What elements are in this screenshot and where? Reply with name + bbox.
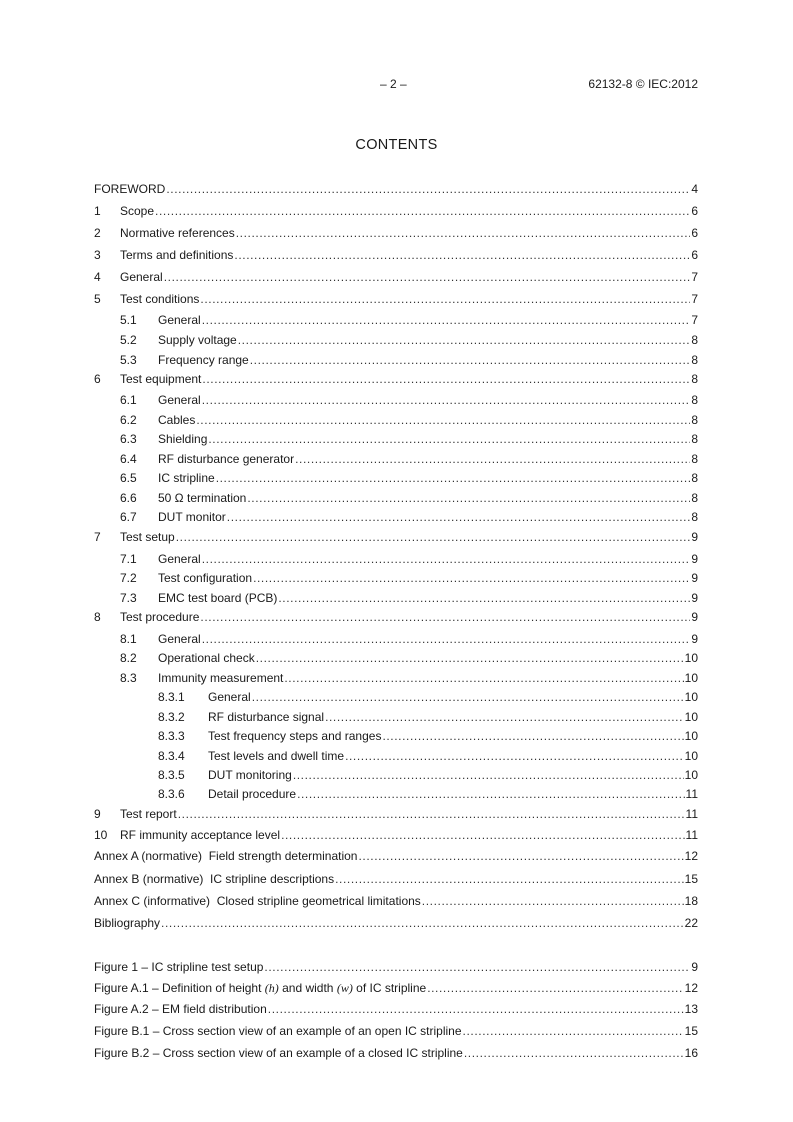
toc-entry-annex-a[interactable] bbox=[94, 849, 698, 864]
toc-page-number: 9 bbox=[691, 530, 698, 544]
toc-page-number: 9 bbox=[691, 610, 698, 624]
leader-dots bbox=[252, 690, 684, 705]
section-number: 7.3 bbox=[120, 591, 137, 605]
toc-entry-title: Cables bbox=[158, 413, 196, 427]
leader-dots bbox=[216, 471, 691, 486]
toc-page-number: 8 bbox=[691, 432, 698, 446]
leader-dots bbox=[236, 226, 691, 241]
toc-entry[interactable] bbox=[94, 313, 698, 328]
leader-dots bbox=[358, 849, 683, 864]
toc-entry[interactable] bbox=[94, 530, 698, 545]
figure-title: Figure A.2 – EM field distribution bbox=[94, 1002, 267, 1016]
toc-entry[interactable] bbox=[94, 610, 698, 625]
toc-page-number: 10 bbox=[684, 749, 698, 763]
toc-entry[interactable] bbox=[94, 333, 698, 348]
leader-dots bbox=[422, 894, 684, 909]
toc-page-number: 8 bbox=[691, 471, 698, 485]
leader-dots bbox=[161, 916, 684, 931]
toc-entry-title: Test levels and dwell time bbox=[208, 749, 345, 763]
toc-entry-title: Annex A (normative) Field strength determination bbox=[94, 849, 358, 863]
section-number: 10 bbox=[94, 828, 108, 842]
toc-entry-title: General bbox=[158, 393, 201, 407]
section-number: 8.3.6 bbox=[158, 787, 185, 801]
toc-entry-title: DUT monitor bbox=[158, 510, 226, 524]
figure-page-number: 15 bbox=[684, 1024, 698, 1038]
toc-page-number: 6 bbox=[691, 248, 698, 262]
section-number: 8.3.2 bbox=[158, 710, 185, 724]
page-number: – 2 – bbox=[380, 77, 407, 91]
figure-title: Figure 1 – IC stripline test setup bbox=[94, 960, 264, 974]
toc-page-number: 10 bbox=[684, 671, 698, 685]
height-variable: (h) bbox=[264, 981, 279, 995]
toc-page-number: 10 bbox=[684, 651, 698, 665]
toc-entry[interactable] bbox=[94, 591, 698, 606]
leader-dots bbox=[164, 270, 691, 285]
toc-page-number: 8 bbox=[691, 372, 698, 386]
section-number: 6 bbox=[94, 372, 101, 386]
toc-entry[interactable] bbox=[94, 552, 698, 567]
toc-entry[interactable] bbox=[94, 690, 698, 705]
figure-entry[interactable] bbox=[94, 1046, 698, 1061]
leader-dots bbox=[295, 452, 690, 467]
toc-page-number: 22 bbox=[684, 916, 698, 930]
section-number: 8 bbox=[94, 610, 101, 624]
figure-page-number: 16 bbox=[684, 1046, 698, 1060]
figure-title: Figure B.2 – Cross section view of an example of a closed IC stripline bbox=[94, 1046, 463, 1060]
toc-entry[interactable] bbox=[94, 828, 698, 843]
toc-entry[interactable] bbox=[94, 452, 698, 467]
toc-entry[interactable] bbox=[94, 204, 698, 219]
toc-entry-title: Test setup bbox=[120, 530, 175, 544]
leader-dots bbox=[208, 432, 690, 447]
toc-entry[interactable] bbox=[94, 768, 698, 783]
figure-page-number: 9 bbox=[691, 960, 698, 974]
toc-entry[interactable] bbox=[94, 353, 698, 368]
leader-dots bbox=[278, 591, 690, 606]
toc-page-number: 10 bbox=[684, 768, 698, 782]
section-number: 6.1 bbox=[120, 393, 137, 407]
toc-page-number: 10 bbox=[684, 690, 698, 704]
leader-dots bbox=[178, 807, 685, 822]
toc-entry[interactable] bbox=[94, 491, 698, 506]
leader-dots bbox=[155, 204, 690, 219]
leader-dots bbox=[202, 393, 691, 408]
section-number: 8.3 bbox=[120, 671, 137, 685]
figure-entry[interactable] bbox=[94, 981, 698, 996]
leader-dots bbox=[238, 333, 691, 348]
toc-page-number: 6 bbox=[691, 226, 698, 240]
leader-dots bbox=[196, 413, 690, 428]
toc-entry-title: Shielding bbox=[158, 432, 208, 446]
figure-page-number: 13 bbox=[684, 1002, 698, 1016]
toc-page-number: 10 bbox=[684, 710, 698, 724]
section-number: 8.1 bbox=[120, 632, 137, 646]
leader-dots bbox=[427, 981, 683, 996]
toc-entry[interactable] bbox=[94, 729, 698, 744]
toc-page-number: 11 bbox=[685, 787, 698, 801]
toc-entry-title: Test procedure bbox=[120, 610, 200, 624]
toc-entry-title: RF disturbance signal bbox=[208, 710, 325, 724]
toc-entry[interactable] bbox=[94, 226, 698, 241]
figure-title-part: Figure A.1 – Definition of height bbox=[94, 981, 265, 995]
figure-title-part: and width bbox=[278, 981, 337, 995]
toc-entry-title: General bbox=[120, 270, 163, 284]
leader-dots bbox=[297, 787, 684, 802]
section-number: 7 bbox=[94, 530, 101, 544]
toc-entry[interactable] bbox=[94, 710, 698, 725]
toc-page-number: 7 bbox=[691, 292, 698, 306]
toc-entry-title: IC stripline bbox=[158, 471, 215, 485]
figure-page-number: 12 bbox=[684, 981, 698, 995]
toc-page-number: 8 bbox=[691, 353, 698, 367]
section-number: 6.5 bbox=[120, 471, 137, 485]
leader-dots bbox=[202, 372, 690, 387]
leader-dots bbox=[264, 960, 690, 975]
toc-entry-title: 50 Ω termination bbox=[158, 491, 247, 505]
toc-page-number: 8 bbox=[691, 491, 698, 505]
toc-page-number: 9 bbox=[691, 552, 698, 566]
toc-page-number: 9 bbox=[691, 632, 698, 646]
figure-entry[interactable] bbox=[94, 960, 698, 975]
toc-entry[interactable] bbox=[94, 393, 698, 408]
leader-dots bbox=[227, 510, 691, 525]
leader-dots bbox=[345, 749, 684, 764]
section-number: 6.6 bbox=[120, 491, 137, 505]
toc-entry-annex-c[interactable] bbox=[94, 894, 698, 909]
toc-entry-title: Frequency range bbox=[158, 353, 249, 367]
toc-entry-title: General bbox=[208, 690, 251, 704]
toc-entry-bibliography[interactable] bbox=[94, 916, 698, 931]
toc-entry-title: General bbox=[158, 313, 201, 327]
toc-page-number: 8 bbox=[691, 393, 698, 407]
toc-entry-title: Test configuration bbox=[158, 571, 253, 585]
toc-entry-title: Immunity measurement bbox=[158, 671, 284, 685]
leader-dots bbox=[464, 1046, 684, 1061]
section-number: 4 bbox=[94, 270, 101, 284]
toc-entry-title: Terms and definitions bbox=[120, 248, 234, 262]
leader-dots bbox=[293, 768, 684, 783]
leader-dots bbox=[281, 828, 684, 843]
section-number: 8.2 bbox=[120, 651, 137, 665]
leader-dots bbox=[256, 651, 684, 666]
toc-entry-title: Supply voltage bbox=[158, 333, 237, 347]
toc-entry-annex-b[interactable] bbox=[94, 872, 698, 887]
toc-entry[interactable] bbox=[94, 632, 698, 647]
section-number: 8.3.1 bbox=[158, 690, 185, 704]
section-number: 7.1 bbox=[120, 552, 137, 566]
toc-page-number: 15 bbox=[684, 872, 698, 886]
toc-entry[interactable] bbox=[94, 671, 698, 686]
toc-page-number: 8 bbox=[691, 333, 698, 347]
toc-entry-title: Test equipment bbox=[120, 372, 202, 386]
leader-dots bbox=[335, 872, 684, 887]
toc-entry-title: Normative references bbox=[120, 226, 235, 240]
toc-entry-title: RF immunity acceptance level bbox=[120, 828, 281, 842]
toc-page-number: 10 bbox=[684, 729, 698, 743]
toc-page-number: 7 bbox=[691, 313, 698, 327]
toc-entry-title: FOREWORD bbox=[94, 182, 166, 196]
toc-page-number: 8 bbox=[691, 452, 698, 466]
leader-dots bbox=[463, 1024, 684, 1039]
section-number: 7.2 bbox=[120, 571, 137, 585]
figure-title: Figure B.1 – Cross section view of an example of an open IC stripline bbox=[94, 1024, 462, 1038]
figure-title-part: of IC stripline bbox=[352, 981, 427, 995]
figure-title bbox=[94, 981, 426, 996]
toc-entry-title: Test conditions bbox=[120, 292, 200, 306]
figure-entry[interactable] bbox=[94, 1002, 698, 1017]
leader-dots bbox=[202, 632, 691, 647]
leader-dots bbox=[247, 491, 690, 506]
section-number: 6.3 bbox=[120, 432, 137, 446]
toc-entry[interactable] bbox=[94, 413, 698, 428]
leader-dots bbox=[200, 610, 690, 625]
figure-entry[interactable] bbox=[94, 1024, 698, 1039]
toc-page-number: 6 bbox=[691, 204, 698, 218]
toc-entry-title: DUT monitoring bbox=[208, 768, 292, 782]
toc-page-number: 9 bbox=[691, 591, 698, 605]
toc-page-number: 4 bbox=[691, 182, 698, 196]
toc-page-number: 8 bbox=[691, 510, 698, 524]
leader-dots bbox=[284, 671, 683, 686]
section-number: 6.2 bbox=[120, 413, 137, 427]
toc-entry-title: Bibliography bbox=[94, 916, 161, 930]
toc-entry[interactable] bbox=[94, 471, 698, 486]
leader-dots bbox=[325, 710, 684, 725]
toc-page-number: 11 bbox=[685, 828, 698, 842]
section-number: 8.3.5 bbox=[158, 768, 185, 782]
section-number: 3 bbox=[94, 248, 101, 262]
leader-dots bbox=[268, 1002, 684, 1017]
toc-entry[interactable] bbox=[94, 432, 698, 447]
page-title: CONTENTS bbox=[355, 137, 438, 153]
toc-entry-title: Detail procedure bbox=[208, 787, 297, 801]
section-number: 5.1 bbox=[120, 313, 137, 327]
leader-dots bbox=[202, 313, 691, 328]
toc-entry[interactable] bbox=[94, 651, 698, 666]
toc-entry-title: RF disturbance generator bbox=[158, 452, 295, 466]
section-number: 2 bbox=[94, 226, 101, 240]
leader-dots bbox=[253, 571, 690, 586]
document-id: 62132-8 © IEC:2012 bbox=[588, 77, 698, 91]
toc-page-number: 18 bbox=[684, 894, 698, 908]
toc-page-number: 9 bbox=[691, 571, 698, 585]
toc-entry-title: Test report bbox=[120, 807, 177, 821]
section-number: 9 bbox=[94, 807, 101, 821]
leader-dots bbox=[166, 182, 690, 197]
toc-entry-title: Annex B (normative) IC stripline descriptions bbox=[94, 872, 335, 886]
toc-entry-title: Annex C (informative) Closed stripline geometrical limitations bbox=[94, 894, 421, 908]
toc-entry[interactable] bbox=[94, 787, 698, 802]
toc-entry[interactable] bbox=[94, 248, 698, 263]
section-number: 8.3.4 bbox=[158, 749, 185, 763]
toc-page-number: 7 bbox=[691, 270, 698, 284]
toc-entry-title: General bbox=[158, 632, 201, 646]
page-header bbox=[0, 77, 793, 93]
section-number: 1 bbox=[94, 204, 101, 218]
toc-entry[interactable] bbox=[94, 571, 698, 586]
toc-page-number: 8 bbox=[691, 413, 698, 427]
toc-entry[interactable] bbox=[94, 510, 698, 525]
leader-dots bbox=[200, 292, 690, 307]
section-number: 5.3 bbox=[120, 353, 137, 367]
toc-entry-title: EMC test board (PCB) bbox=[158, 591, 278, 605]
toc-page-number: 11 bbox=[685, 807, 698, 821]
leader-dots bbox=[250, 353, 691, 368]
toc-entry-title: Scope bbox=[120, 204, 155, 218]
section-number: 5.2 bbox=[120, 333, 137, 347]
leader-dots bbox=[234, 248, 690, 263]
toc-page-number: 12 bbox=[684, 849, 698, 863]
section-number: 8.3.3 bbox=[158, 729, 185, 743]
section-number: 6.4 bbox=[120, 452, 137, 466]
toc-entry[interactable] bbox=[94, 807, 698, 822]
toc-entry-title: Test frequency steps and ranges bbox=[208, 729, 382, 743]
toc-entry-title: General bbox=[158, 552, 201, 566]
width-variable: (w) bbox=[336, 981, 353, 995]
toc-entry-title: Operational check bbox=[158, 651, 255, 665]
toc-entry[interactable] bbox=[94, 292, 698, 307]
toc-entry[interactable] bbox=[94, 749, 698, 764]
leader-dots bbox=[202, 552, 691, 567]
toc-entry-foreword[interactable] bbox=[94, 182, 698, 197]
leader-dots bbox=[176, 530, 691, 545]
toc-entry[interactable] bbox=[94, 270, 698, 285]
leader-dots bbox=[382, 729, 683, 744]
toc-entry[interactable] bbox=[94, 372, 698, 387]
section-number: 5 bbox=[94, 292, 101, 306]
section-number: 6.7 bbox=[120, 510, 137, 524]
